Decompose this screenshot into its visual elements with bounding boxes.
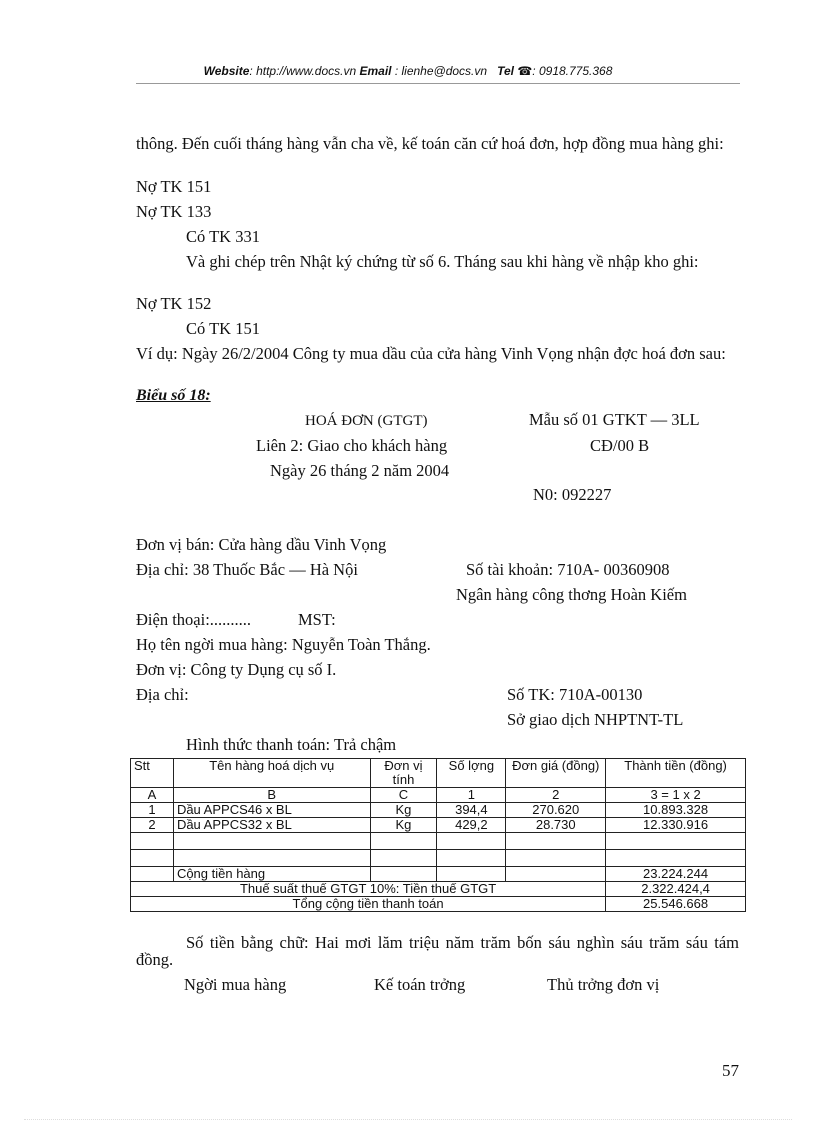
footer-divider — [24, 1119, 792, 1120]
tel-value: : 0918.775.368 — [532, 64, 613, 78]
tel-label: Tel — [497, 64, 514, 78]
table-row — [131, 818, 746, 833]
amount-in-words: Số tiền bằng chữ: Hai mơi lăm triệu năm trăm bốn sáu nghìn sáu trăm sáu tám đồng. — [136, 933, 739, 969]
header-divider — [136, 83, 740, 84]
table-total-row — [131, 897, 746, 912]
seller-tax-code: MST: — [298, 610, 336, 629]
table-cell: Dầu APPCS46 x BL — [173, 803, 370, 818]
table-vat-row — [131, 882, 746, 897]
invoice-number: N0: 092227 — [533, 485, 612, 504]
table-cell: 394,4 — [437, 803, 506, 818]
table-cell: 12.330.916 — [606, 818, 746, 833]
table-cell: 270.620 — [506, 803, 606, 818]
sign-accountant: Kế toán trởng — [374, 975, 466, 994]
table-header-row — [131, 759, 746, 788]
subtotal-label: Cộng tiền hàng — [173, 867, 370, 882]
total-label: Tổng cộng tiền thanh toán — [131, 897, 606, 912]
table-cell: B — [173, 788, 370, 803]
invoice-date: Ngày 26 tháng 2 năm 2004 — [270, 461, 450, 480]
email-value[interactable]: : lienhe@docs.vn — [391, 64, 488, 78]
seller-address: Địa chỉ: 38 Thuốc Bắc — Hà Nội — [136, 560, 358, 579]
total-value: 25.546.668 — [606, 897, 746, 912]
bieu-so-heading: Biểu số 18: — [136, 387, 211, 404]
buyer-unit: Đơn vị: Công ty Dụng cụ số I. — [136, 660, 337, 679]
table-cell: C — [370, 788, 437, 803]
table-row — [131, 803, 746, 818]
column-header: Stt — [131, 759, 174, 788]
buyer-name: Họ tên ngời mua hàng: Nguyễn Toàn Thắng. — [136, 635, 431, 654]
seller-phone: Điện thoại:.......... — [136, 610, 252, 629]
column-header: Tên hàng hoá dịch vụ — [173, 759, 370, 788]
table-cell: 2 — [506, 788, 606, 803]
table-cell: 10.893.328 — [606, 803, 746, 818]
table-cell: 1 — [437, 788, 506, 803]
table-subtotal-row — [131, 867, 746, 882]
invoice-series: CĐ/00 B — [590, 436, 650, 455]
table-cell: A — [131, 788, 174, 803]
buyer-account: Số TK: 710A-00130 — [507, 685, 643, 704]
table-cell: 28.730 — [506, 818, 606, 833]
entry-no-152: Nợ TK 152 — [136, 294, 212, 313]
entry-co-331: Có TK 331 — [186, 227, 260, 246]
sign-head: Thủ trởng đơn vị — [547, 975, 660, 994]
table-cell: Kg — [370, 818, 437, 833]
page-number: 57 — [722, 1061, 739, 1080]
table-cell: Kg — [370, 803, 437, 818]
seller-bank: Ngân hàng công thơng Hoàn Kiếm — [456, 585, 687, 604]
table-cell: Dầu APPCS32 x BL — [173, 818, 370, 833]
table-code-row — [131, 788, 746, 803]
invoice-lien: Liên 2: Giao cho khách hàng — [256, 436, 448, 455]
table-cell: 1 — [131, 803, 174, 818]
table-empty-row — [131, 833, 746, 850]
column-header: Đơn vị tính — [370, 759, 437, 788]
phone-icon: ☎ — [517, 64, 533, 78]
buyer-bank: Sở giao dịch NHPTNT-TL — [507, 710, 684, 729]
paragraph-2: Và ghi chép trên Nhật ký chứng từ số 6. Tháng sau khi hàng về nhập kho ghi: — [186, 252, 699, 271]
vat-value: 2.322.424,4 — [606, 882, 746, 897]
entry-co-151: Có TK 151 — [186, 319, 260, 338]
column-header: Số lợng — [437, 759, 506, 788]
website-url[interactable]: : http://www.docs.vn — [249, 64, 357, 78]
table-cell: 2 — [131, 818, 174, 833]
column-header: Thành tiền (đồng) — [606, 759, 746, 788]
table-empty-row — [131, 850, 746, 867]
website-label: Website — [203, 64, 250, 78]
page-header — [0, 64, 816, 78]
sign-buyer: Ngời mua hàng — [184, 975, 287, 994]
paragraph-3: Ví dụ: Ngày 26/2/2004 Công ty mua dầu của cửa hàng Vinh Vọng nhận đợc hoá đơn sau: — [136, 344, 726, 363]
invoice-table — [130, 758, 746, 912]
email-label: Email — [359, 64, 392, 78]
entry-no-133: Nợ TK 133 — [136, 202, 212, 221]
buyer-address: Địa chỉ: — [136, 685, 189, 704]
entry-no-151: Nợ TK 151 — [136, 177, 212, 196]
payment-method: Hình thức thanh toán: Trả chậm — [186, 735, 397, 754]
vat-label: Thuế suất thuế GTGT 10%: Tiền thuế GTGT — [131, 882, 606, 897]
seller-name: Đơn vị bán: Cửa hàng dầu Vinh Vọng — [136, 535, 387, 554]
table-cell: 429,2 — [437, 818, 506, 833]
table-cell: 3 = 1 x 2 — [606, 788, 746, 803]
seller-account: Số tài khoản: 710A- 00360908 — [466, 560, 670, 579]
paragraph-1: thông. Đến cuối tháng hàng vẫn cha về, kế toán căn cứ hoá đơn, hợp đồng mua hàng ghi: — [136, 134, 724, 153]
invoice-form-number: Mẫu số 01 GTKT — 3LL — [529, 410, 700, 429]
subtotal-value: 23.224.244 — [606, 867, 746, 882]
column-header: Đơn giá (đồng) — [506, 759, 606, 788]
invoice-title: HOÁ ĐƠN (GTGT) — [305, 413, 428, 429]
